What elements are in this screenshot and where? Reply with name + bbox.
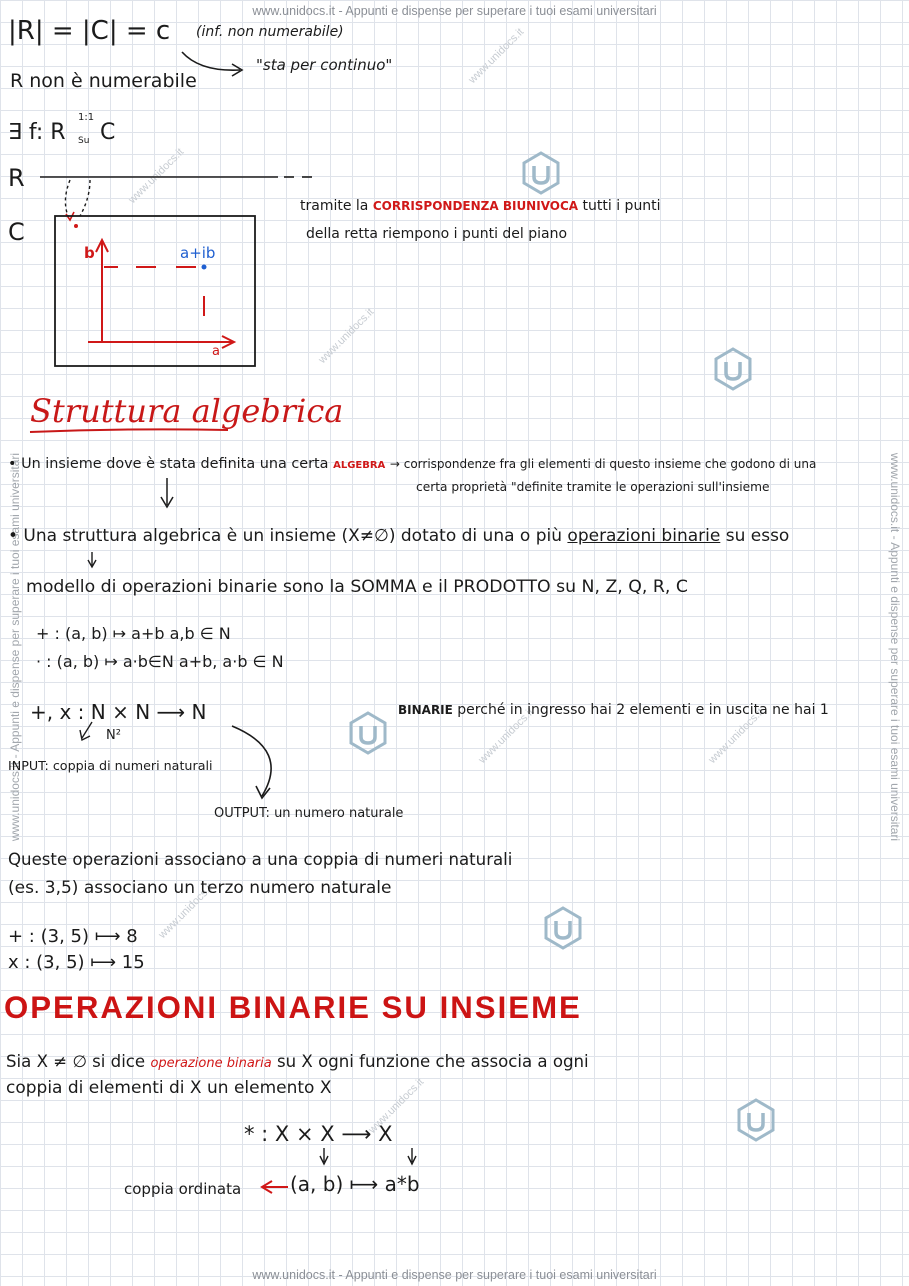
- algebra-definition-cont: certa proprietà "definite tramite le operazioni sull'insieme: [416, 480, 770, 494]
- unidocs-logo-icon: [733, 1097, 779, 1143]
- ordered-pair-label: coppia ordinata: [124, 1180, 242, 1198]
- complex-point-label: a+ib: [180, 244, 216, 262]
- binary-op-mapping: (a, b) ⟼ a*b: [290, 1172, 420, 1196]
- correspondence-text-1: tramite la CORRISPONDENZA BIUNIVOCA tutti i punti: [300, 198, 661, 214]
- sum-operation: + : (a, b) ↦ a+b a,b ∈ N: [36, 624, 231, 643]
- binary-operations-heading: OPERAZIONI BINARIE SU INSIEME: [4, 990, 582, 1025]
- real-line-label: R: [8, 164, 25, 192]
- binary-op-signature: * : X × X ⟶ X: [244, 1122, 393, 1146]
- explanation-line-1: Queste operazioni associano a una coppia di numeri naturali: [8, 850, 513, 869]
- watermark-bottom: www.unidocs.it - Appunti e dispense per superare i tuoi esami universitari: [252, 1268, 657, 1282]
- axis-b-label: b: [84, 244, 95, 262]
- algebra-definition: • Un insieme dove è stata definita una certa ALGEBRA → corrispondenze fra gli elementi di questo insieme che godono di una: [8, 456, 817, 472]
- diagonal-watermark: www.unidocs.it: [366, 1076, 427, 1136]
- operations-model: modello di operazioni binarie sono la SOMMA e il PRODOTTO su N, Z, Q, R, C: [26, 577, 688, 597]
- structure-definition: • Una struttura algebrica è un insieme (X≠∅) dotato di una o più operazioni binarie su esso: [8, 526, 790, 546]
- diagonal-watermark: www.unidocs.it: [316, 306, 377, 366]
- unidocs-logo-icon: [710, 346, 756, 392]
- explanation-line-2: (es. 3,5) associano un terzo numero naturale: [8, 878, 392, 898]
- binary-op-highlight: operazione binaria: [150, 1056, 272, 1071]
- watermark-top: www.unidocs.it - Appunti e dispense per superare i tuoi esami universitari: [252, 4, 657, 18]
- unidocs-logo-icon: [518, 150, 564, 196]
- watermark-left: www.unidocs.it - Appunti e dispense per superare i tuoi esami universitari: [8, 452, 22, 842]
- non-numerable-note: (inf. non numerabile): [196, 24, 344, 40]
- complex-set-label: C: [100, 120, 116, 145]
- output-note: OUTPUT: un numero naturale: [214, 806, 404, 821]
- input-note: INPUT: coppia di numeri naturali: [8, 758, 213, 773]
- map-bijection-top: 1:1: [78, 112, 95, 123]
- complex-plane-label: C: [8, 218, 25, 246]
- diagonal-watermark: www.unidocs.it: [476, 706, 537, 766]
- binary-explanation: BINARIE perché in ingresso hai 2 elementi e in uscita ne hai 1: [398, 702, 829, 718]
- map-bijection-bottom: Su: [78, 136, 90, 146]
- example-sum: + : (3, 5) ⟼ 8: [8, 926, 138, 947]
- binary-op-definition: Sia X ≠ ∅ si dice operazione binaria su X ogni funzione che associa a ogni: [6, 1052, 589, 1071]
- exists-function: ∃ f: R: [8, 120, 66, 145]
- unidocs-logo-icon: [540, 905, 586, 951]
- diagonal-watermark: www.unidocs.it: [466, 26, 527, 86]
- binary-op-definition-cont: coppia di elementi di X un elemento X: [6, 1078, 332, 1098]
- correspondence-text-2: della retta riempono i punti del piano: [306, 226, 568, 242]
- binary-operations-term: operazioni binarie: [567, 526, 721, 546]
- n-squared: N²: [106, 728, 121, 743]
- unidocs-logo-icon: [345, 710, 391, 756]
- diagonal-watermark: www.unidocs.it: [126, 146, 187, 206]
- watermark-right: www.unidocs.it - Appunti e dispense per superare i tuoi esami universitari: [888, 452, 902, 842]
- section-title: Struttura algebrica: [30, 392, 344, 430]
- continuo-note: "sta per continuo": [256, 56, 393, 74]
- diagonal-watermark: www.unidocs.it: [156, 881, 217, 941]
- algebra-highlight: ALGEBRA: [333, 460, 386, 471]
- product-operation: · : (a, b) ↦ a·b∈N a+b, a·b ∈ N: [36, 652, 284, 671]
- operation-signature: +, x : N × N ⟶ N: [30, 700, 207, 724]
- cardinality-equation: |R| = |C| = c: [8, 16, 171, 46]
- diagonal-watermark: www.unidocs.it: [706, 706, 767, 766]
- r-not-numerable: R non è numerabile: [10, 70, 197, 92]
- example-product: x : (3, 5) ⟼ 15: [8, 952, 145, 973]
- axis-a-label: a: [212, 344, 220, 359]
- bijection-highlight: CORRISPONDENZA BIUNIVOCA: [372, 199, 579, 213]
